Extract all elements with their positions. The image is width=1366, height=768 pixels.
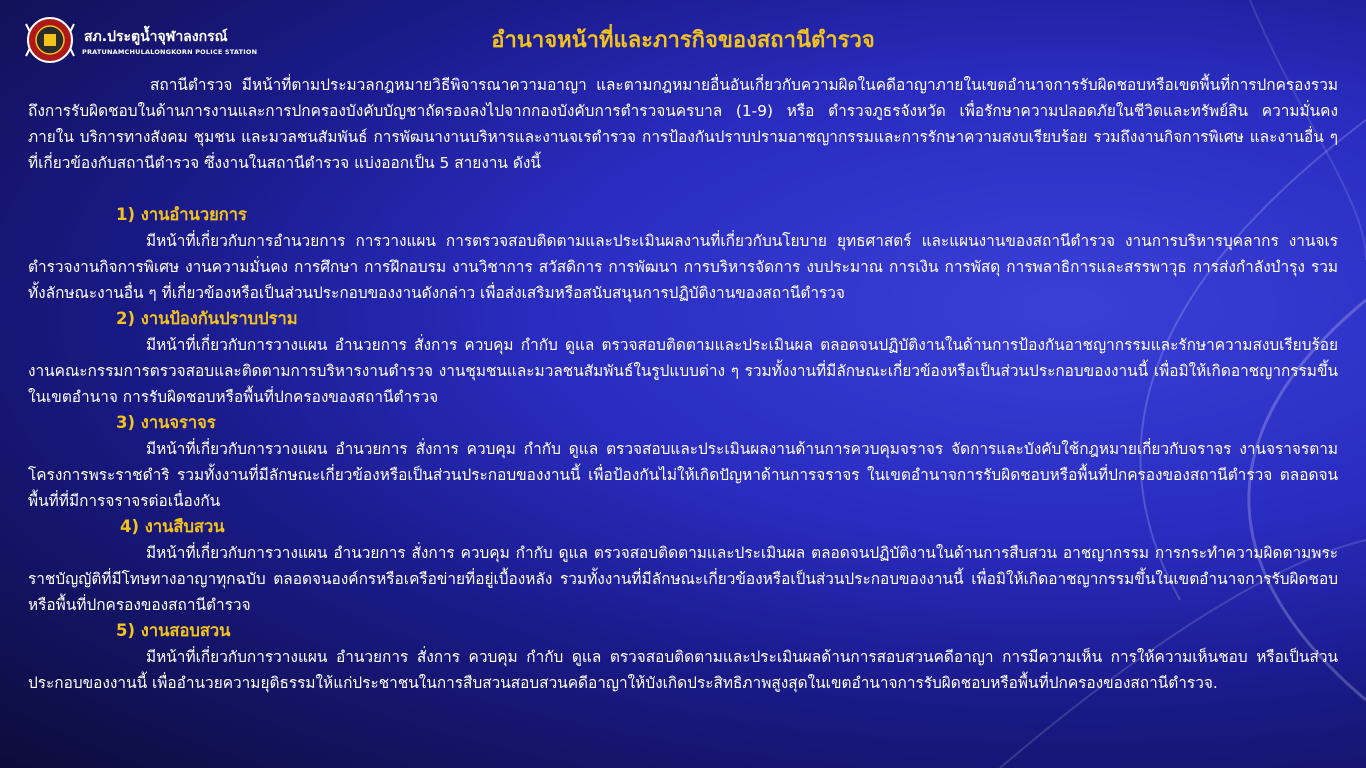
section-body-investigation: มีหน้าที่เกี่ยวกับการวางแผน อำนวยการ สั่งการ ควบคุม กำกับ ดูแล ตรวจสอบติดตามและประเมินผล ตลอดจนปฏิบัติงานในด้านการสืบสวน อาชญากรรม การกระทำความผิดตามพระราชบัญญัติที่มีโทษทางอาญาทุกฉบับ ตลอดจนองค์กรหรือเครือข่ายที่อยู่เบื้องหลัง รวมทั้งงานที่มีลักษณะเกี่ยวข้องหรือเป็นส่วนประกอบของงานนี้ เพื่อมิให้เกิดอาชญากรรมขึ้นในเขตอำนาจการรับผิดชอบหรือพื้นที่ปกครองของสถานีตำรวจ — [28, 544, 1338, 614]
section-title-investigation: 4) งานสืบสวน — [120, 517, 225, 536]
station-name-th: สภ.ประตูน้ำจุฬาลงกรณ์ — [84, 29, 228, 45]
section-body-inquiry: มีหน้าที่เกี่ยวกับการวางแผน อำนวยการ สั่งการ ควบคุม กำกับ ดูแล ตรวจสอบติดตามและประเมินผลด้านการสอบสวนคดีอาญา การมีความเห็น การให้ความเห็นชอบ หรือเป็นส่วนประกอบของงานนี้ เพื่ออำนวยความยุติธรรมให้แก่ประชาชนในการสืบสวนสอบสวนคดีอาญาให้บังเกิดประสิทธิภาพสูงสุดในเขตอำนาจการรับผิดชอบหรือพื้นที่ปกครองของสถานีตำรวจ. — [28, 648, 1338, 692]
spacer — [28, 176, 1338, 202]
page-title: อำนาจหน้าที่และภารกิจของสถานีตำรวจ — [491, 28, 875, 53]
section-body-administration: มีหน้าที่เกี่ยวกับการอำนวยการ การวางแผน การตรวจสอบติดตามและประเมินผลงานที่เกี่ยวกับนโยบาย ยุทธศาสตร์ และแผนงานของสถานีตำรวจ งานการบริหารบุคลากร งานจเรตำรวจงานกิจการพิเศษ งานความมั่นคง การศึกษา การฝึกอบรม งานวิชาการ สวัสดิการ การพัฒนา การบริหารจัดการ งบประมาณ การเงิน การพัสดุ การพลาธิการและสรรพาวุธ การส่งกำลังบำรุง รวมทั้งลักษณะงานอื่น ๆ ที่เกี่ยวข้องหรือเป็นส่วนประกอบของงานดังกล่าว เพื่อส่งเสริมหรือสนับสนุนการปฏิบัติงานของสถานีตำรวจ — [28, 232, 1338, 302]
section-title-crime-prevention: 2) งานป้องกันปราบปราม — [116, 309, 298, 328]
section-body-traffic: มีหน้าที่เกี่ยวกับการวางแผน อำนวยการ สั่งการ ควบคุม กำกับ ดูแล ตรวจสอบและประเมินผลงานด้านการควบคุมจราจร จัดการและบังคับใช้กฎหมายเกี่ยวกับจราจร งานจราจรตามโครงการพระราชดำริ รวมทั้งงานที่มีลักษณะเกี่ยวข้องหรือเป็นส่วนประกอบของงานนี้ เพื่อป้องกันไม่ให้เกิดปัญหาด้านการจราจร ในเขตอำนาจการรับผิดชอบหรือพื้นที่ปกครองของสถานีตำรวจ ตลอดจนพื้นที่ที่มีการจราจรต่อเนื่องกัน — [28, 440, 1338, 510]
content-body — [28, 72, 1338, 696]
section-body-crime-prevention: มีหน้าที่เกี่ยวกับการวางแผน อำนวยการ สั่งการ ควบคุม กำกับ ดูแล ตรวจสอบติดตามและประเมินผล ตลอดจนปฏิบัติงานในด้านการป้องกันอาชญากรรมและรักษาความสงบเรียบร้อยงานคณะกรรมการตรวจสอบและติดตามการบริหารงานตำรวจ งานชุมชนและมวลชนสัมพันธ์ในรูปแบบต่าง ๆ รวมทั้งงานที่มีลักษณะเกี่ยวข้องหรือเป็นส่วนประกอบของงานนี้ เพื่อมิให้เกิดอาชญากรรมขึ้นในเขตอำนาจ การรับผิดชอบหรือพื้นที่ปกครองของสถานีตำรวจ — [28, 336, 1338, 406]
section-title-inquiry: 5) งานสอบสวน — [116, 621, 231, 640]
station-name-en: PRATUNAMCHULALONGKORN POLICE STATION — [82, 48, 258, 56]
section-title-administration: 1) งานอำนวยการ — [116, 205, 247, 224]
intro-paragraph: สถานีตำรวจ มีหน้าที่ตามประมวลกฎหมายวิธีพิจารณาความอาญา และตามกฎหมายอื่นอันเกี่ยวกับความผิดในคดีอาญาภายในเขตอำนาจการรับผิดชอบหรือเขตพื้นที่การปกครองรวมถึงการรับผิดชอบในด้านการงานและการปกครองบังคับบัญชาถัดรองลงไปจากกองบังคับการตำรวจนครบาล (1-9) หรือ ตำรวจภูธรจังหวัด เพื่อรักษาความปลอดภัยในชีวิตและทรัพย์สิน ความมั่นคงภายใน บริการทางสังคม ชุมชน และมวลชนสัมพันธ์ การพัฒนางานบริหารและงานจเรตำรวจ การป้องกันปราบปรามอาชญากรรมและการรักษาความสงบเรียบร้อย รวมถึงงานกิจการพิเศษ และงานอื่น ๆ ที่เกี่ยวข้องกับสถานีตำรวจ ซึ่งงานในสถานีตำรวจ แบ่งออกเป็น 5 สายงาน ดังนี้ — [28, 76, 1338, 172]
section-title-traffic: 3) งานจราจร — [116, 413, 216, 432]
